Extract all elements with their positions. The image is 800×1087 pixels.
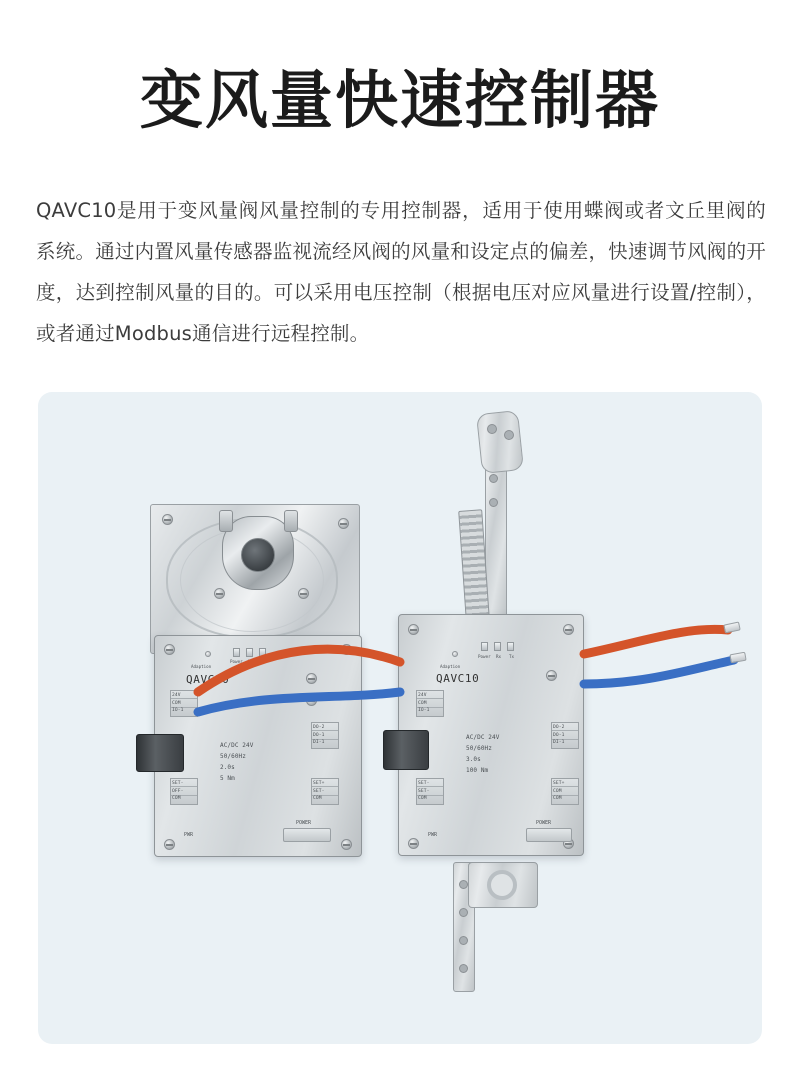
right-unit-model-text: QAVC10: [436, 672, 480, 685]
right-unit-adaption-label: Adaption: [440, 664, 461, 669]
terminal-label: COM: [172, 796, 181, 801]
left-unit-led-label-power: Power: [230, 659, 243, 664]
left-unit-adaption-label: Adaption: [191, 664, 212, 669]
product-photo-scene: [38, 392, 762, 1044]
spec-line: AC/DC 24V: [220, 742, 254, 749]
right-unit-led-label-tx: Tx: [509, 654, 515, 659]
terminal-label: DO-2: [553, 725, 565, 730]
wire-harness: [38, 392, 762, 1044]
spec-line: 5 Nm: [220, 775, 235, 782]
terminal-label: SET-: [172, 781, 184, 786]
left-unit-led-label-rx: Rx: [248, 659, 254, 664]
terminal-label: IO-1: [418, 708, 430, 713]
spec-line: 50/60Hz: [466, 745, 492, 752]
right-unit-power-label: POWER: [536, 820, 552, 826]
spec-line: 50/60Hz: [220, 753, 246, 760]
terminal-label: DI-1: [313, 740, 325, 745]
terminal-label: COM: [313, 796, 322, 801]
product-description: QAVC10是用于变风量阀风量控制的专用控制器，适用于使用蝶阀或者文丘里阀的系统。通过内置风量传感器监视流经风阀的风量和设定点的偏差，快速调节风阀的开度，达到控制风量的目的。可以采用电压控制（根据电压对应风量进行设置/控制），或者通过Modbus通信进行远程控制。: [36, 199, 766, 345]
terminal-label: DI-1: [553, 740, 565, 745]
left-unit-power-label: POWER: [296, 820, 312, 826]
spec-line: 3.0s: [466, 756, 481, 763]
terminal-label: COM: [418, 796, 427, 801]
left-unit-model-text: QAVC10: [186, 673, 230, 686]
terminal-label: COM: [553, 788, 562, 794]
terminal-label: COM: [553, 796, 562, 801]
terminal-label: IO-1: [172, 708, 184, 713]
right-unit-led-label-power: Power: [478, 654, 491, 659]
terminal-label: DO-2: [313, 725, 325, 730]
terminal-label: 24V: [172, 693, 181, 698]
right-unit-led-label-rx: Rx: [496, 654, 502, 659]
terminal-label: COM: [172, 700, 181, 706]
terminal-label: 24V: [418, 693, 427, 698]
page-title: 变风量快速控制器: [140, 64, 660, 137]
terminal-label: COM: [418, 700, 427, 706]
terminal-label: SET+: [553, 781, 565, 786]
product-photo: [38, 392, 762, 1044]
right-unit-pwr-label: PWR: [428, 832, 438, 838]
terminal-label: DO-1: [313, 732, 325, 738]
spec-line: 2.0s: [220, 764, 235, 771]
terminal-label: SET-: [313, 788, 325, 794]
left-unit-led-label-tx: Tx: [261, 659, 267, 664]
terminal-label: SET-: [418, 788, 430, 794]
terminal-label: DO-1: [553, 732, 565, 738]
spec-line: 100 Nm: [466, 767, 489, 774]
terminal-label: OFF-: [172, 788, 184, 794]
terminal-label: SET-: [418, 781, 430, 786]
spec-line: AC/DC 24V: [466, 734, 500, 741]
left-unit-pwr-label: PWR: [184, 832, 194, 838]
terminal-label: SET+: [313, 781, 325, 786]
